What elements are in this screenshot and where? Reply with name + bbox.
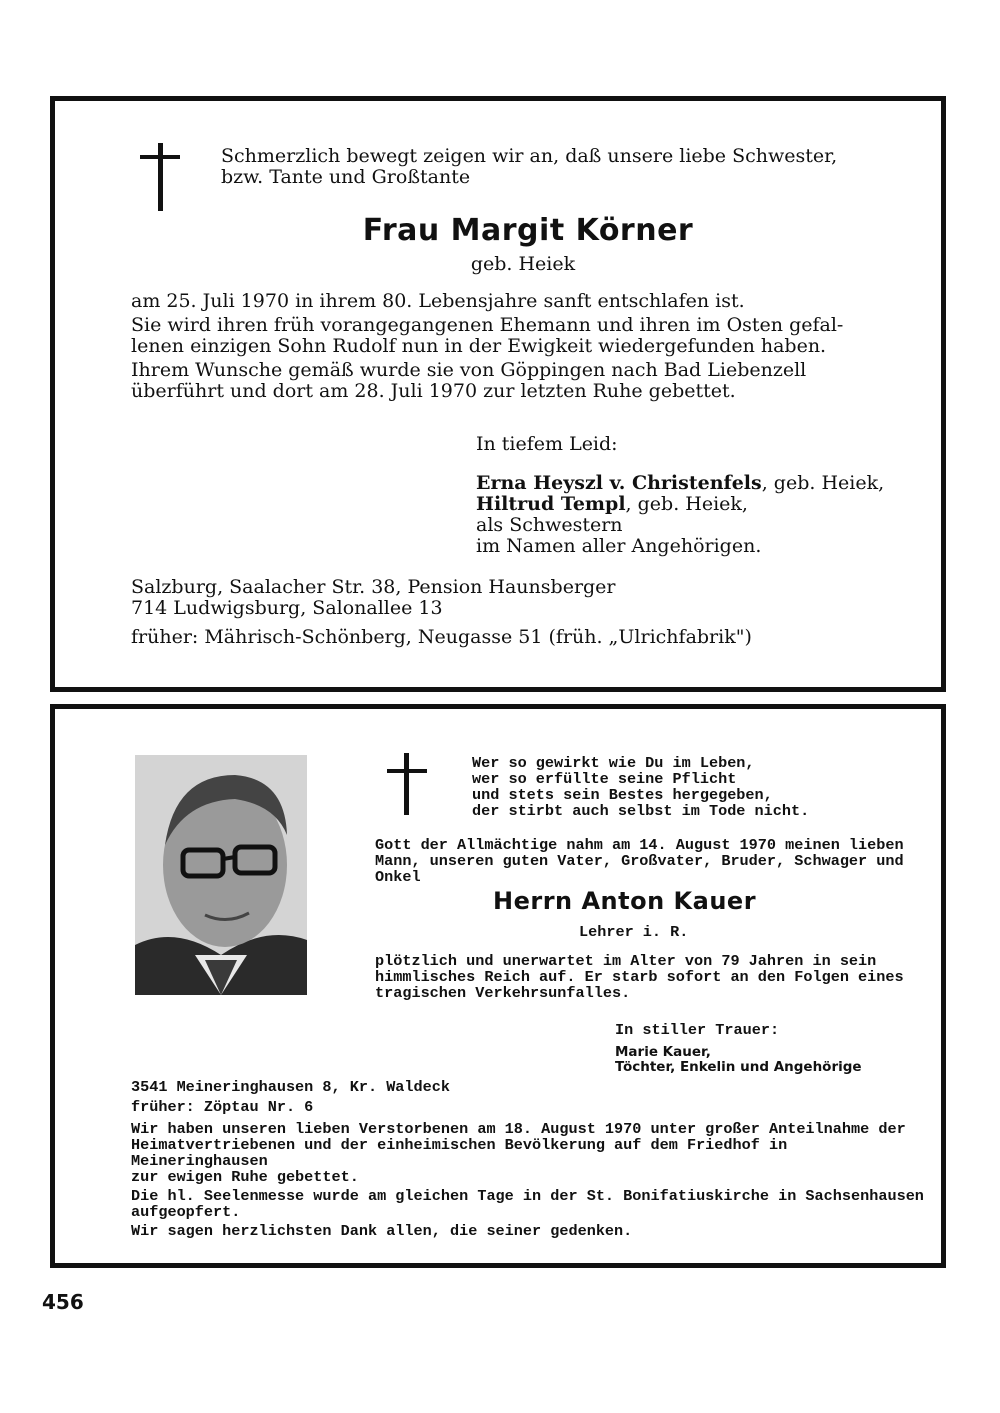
- body-line: plötzlich und unerwartet im Alter von 79 Jahren in sein: [375, 952, 877, 970]
- deceased-title: Lehrer i. R.: [579, 923, 689, 941]
- address-line: 714 Ludwigsburg, Salonallee 13: [131, 597, 443, 619]
- closing-line: zur ewigen Ruhe gebettet.: [131, 1168, 359, 1186]
- body-line: am 25. Juli 1970 in ihrem 80. Lebensjahre sanft entschlafen ist.: [131, 290, 745, 312]
- memorial-poem: [472, 755, 912, 819]
- signer-line: Töchter, Enkelin und Angehörige: [615, 1059, 862, 1075]
- intro-line: Gott der Allmächtige nahm am 14. August 1970 meinen lieben: [375, 836, 904, 854]
- closing-line: Wir haben unseren lieben Verstorbenen am 18. August 1970 unter großer Anteilnahme der: [131, 1120, 906, 1138]
- signer-line: [476, 494, 936, 515]
- address-line: früher: Zöptau Nr. 6: [131, 1098, 314, 1116]
- body-line: lenen einzigen Sohn Rudolf nun in der Ewigkeit wiedergefunden haben.: [131, 335, 827, 357]
- signers-block: [476, 473, 936, 557]
- signer-name: Erna Heyszl v. Christenfels: [476, 472, 762, 494]
- obituary-notice-korner: [50, 96, 946, 692]
- body-line: Sie wird ihren früh vorangegangenen Ehemann und ihren im Osten gefal-: [131, 314, 844, 336]
- grief-line: In tiefem Leid:: [476, 433, 618, 455]
- body-line: himmlisches Reich auf. Er starb sofort an den Folgen eines: [375, 968, 904, 986]
- portrait-photo-image: [135, 755, 307, 995]
- signer-line: [476, 473, 936, 494]
- grief-line: In stiller Trauer:: [615, 1021, 780, 1039]
- page-number: 456: [42, 1290, 84, 1314]
- signer-line: Marie Kauer,: [615, 1044, 711, 1060]
- latin-cross-icon: [387, 753, 427, 815]
- intro-line: bzw. Tante und Großtante: [221, 166, 471, 188]
- poem-line: Wer so gewirkt wie Du im Leben,: [472, 754, 755, 772]
- poem-line: der stirbt auch selbst im Tode nicht.: [472, 802, 810, 820]
- latin-cross-icon: [140, 143, 180, 211]
- obituary-notice-kauer: [50, 704, 946, 1268]
- intro-line: Onkel: [375, 868, 421, 886]
- body-line: tragischen Verkehrsunfalles.: [375, 984, 631, 1002]
- maiden-name: geb. Heiek: [470, 253, 576, 275]
- body-line: überführt und dort am 28. Juli 1970 zur letzten Ruhe gebettet.: [131, 380, 736, 402]
- closing-text: [131, 1121, 931, 1239]
- former-address: früher: Mährisch-Schönberg, Neugasse 51 (früh. „Ulrichfabrik"): [131, 626, 752, 648]
- intro-line: Mann, unseren guten Vater, Großvater, Bruder, Schwager und: [375, 852, 904, 870]
- poem-line: wer so erfüllte seine Pflicht: [472, 770, 737, 788]
- address-line: Salzburg, Saalacher Str. 38, Pension Haunsberger: [131, 576, 616, 598]
- poem-line: und stets sein Bestes hergegeben,: [472, 786, 773, 804]
- signer-line: als Schwestern: [476, 514, 623, 536]
- deceased-name: Herrn Anton Kauer: [493, 887, 757, 915]
- signer-suffix: , geb. Heiek,: [761, 472, 885, 494]
- notice-body: [131, 291, 931, 402]
- signer-suffix: , geb. Heiek,: [625, 493, 748, 515]
- address-line: 3541 Meineringhausen 8, Kr. Waldeck: [131, 1078, 450, 1096]
- intro-text: [221, 146, 921, 188]
- signer-name: Hiltrud Templ: [476, 493, 626, 515]
- intro-text: [375, 837, 923, 885]
- closing-line: Die hl. Seelenmesse wurde am gleichen Tage in der St. Bonifatiuskirche in Sachsenhausen: [131, 1187, 924, 1205]
- intro-line: Schmerzlich bewegt zeigen wir an, daß unsere liebe Schwester,: [221, 145, 838, 167]
- signers-block: [615, 1045, 935, 1075]
- body-line: Ihrem Wunsche gemäß wurde sie von Göppingen nach Bad Liebenzell: [131, 359, 807, 381]
- closing-line: Heimatvertriebenen und der einheimischen Bevölkerung auf dem Friedhof in Meineringhausen: [131, 1136, 788, 1170]
- closing-line: aufgeopfert.: [131, 1203, 241, 1221]
- notice-body: [375, 953, 923, 1001]
- deceased-name: Frau Margit Körner: [362, 213, 694, 248]
- portrait-photo: [135, 755, 307, 995]
- closing-line: Wir sagen herzlichsten Dank allen, die seiner gedenken.: [131, 1222, 633, 1240]
- addresses: [131, 577, 931, 619]
- addresses: [131, 1077, 571, 1117]
- signer-line: im Namen aller Angehörigen.: [476, 535, 762, 557]
